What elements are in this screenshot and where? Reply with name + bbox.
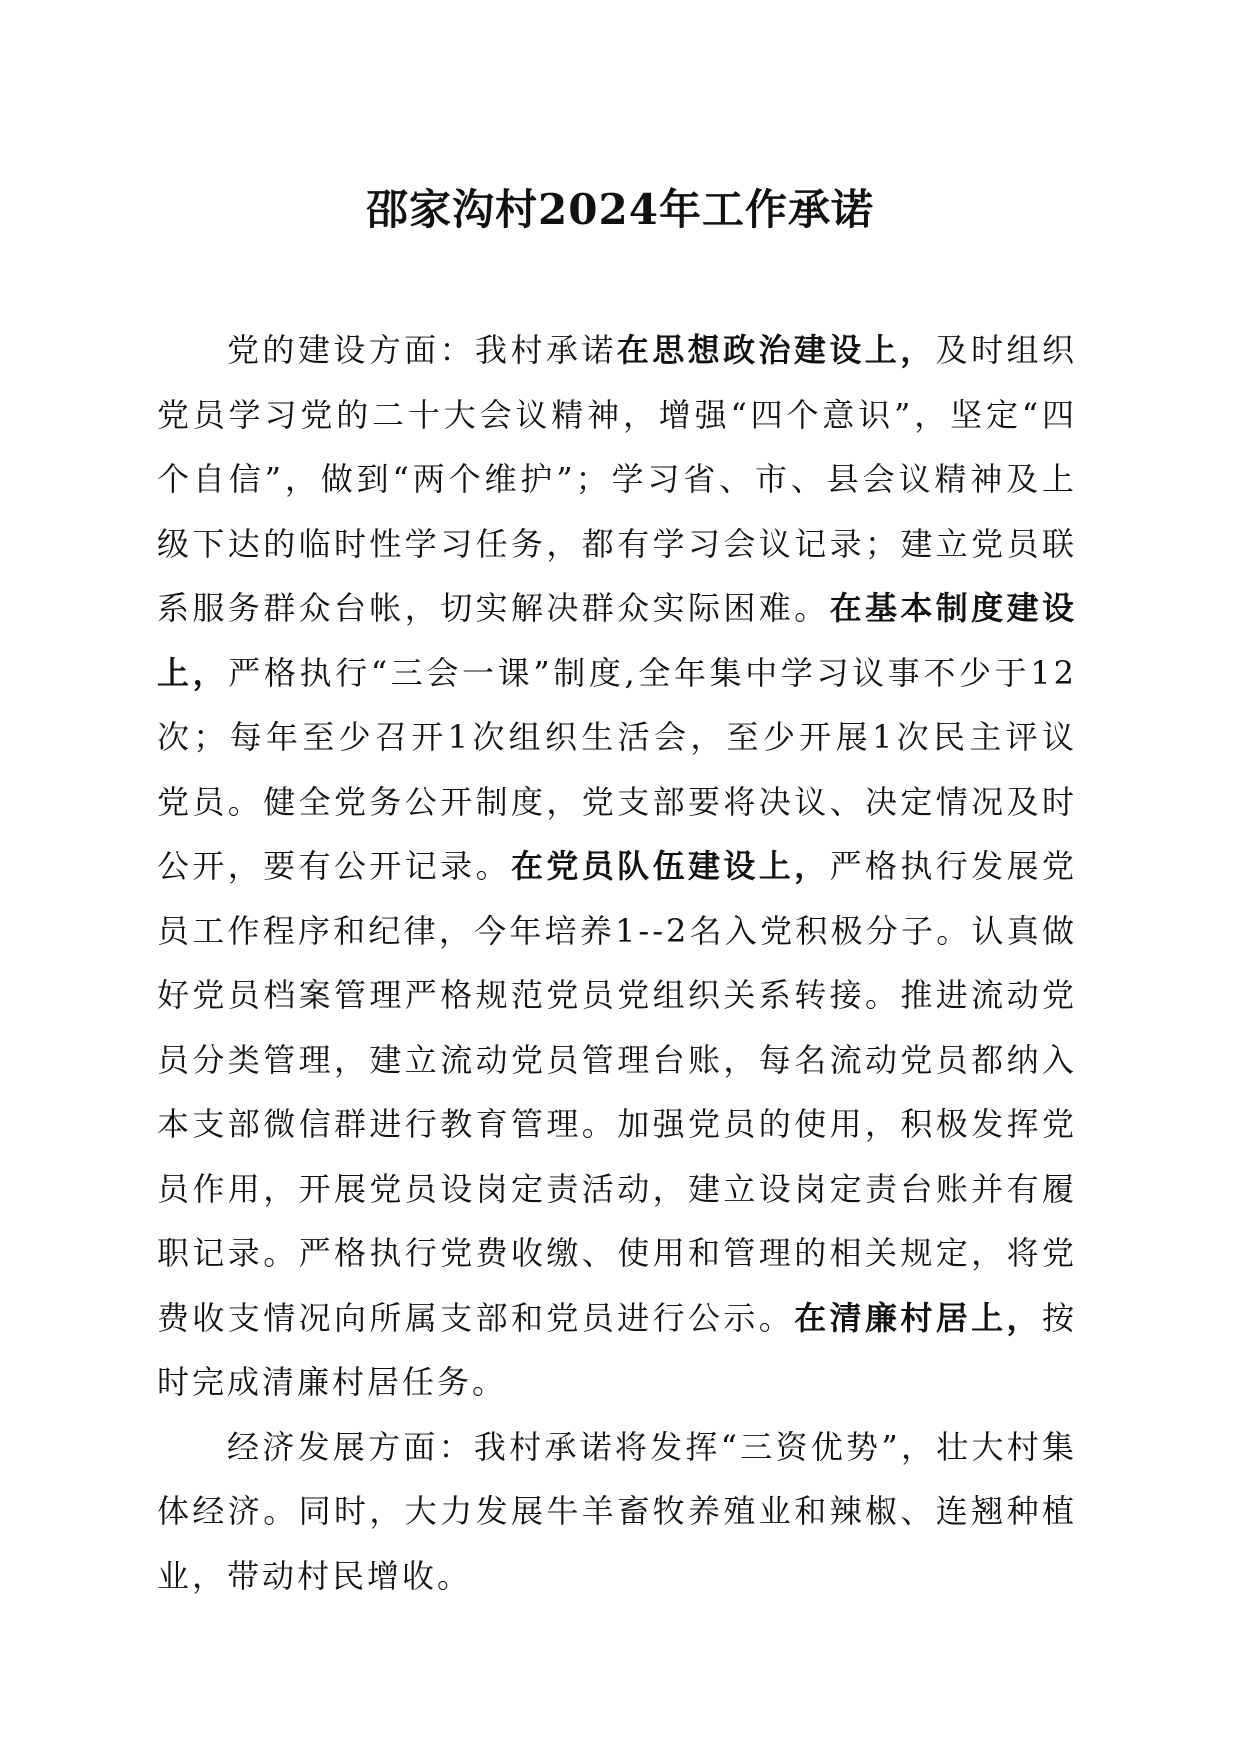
text-segment: 经济发展方面：我村承诺将发挥“三资优势”，壮大村集体经济。同时，大力发展牛羊畜牧养殖业和辣椒、连翘种植业，带动村民增收。 xyxy=(157,1427,1077,1595)
text-segment: 党的建设方面：我村承诺 xyxy=(227,331,617,369)
bold-heading-clean-village: 在清廉村居上， xyxy=(794,1298,1042,1337)
bold-heading-member-team-building: 在党员队伍建设上， xyxy=(510,847,830,885)
paragraph-economic-development xyxy=(157,1415,1077,1609)
text-segment: 及时组织党员学习党的二十大会议精神，增强“四个意识”，坚定“四个自信”，做到“两个维护”；学习省、市、县会议精神及上级下达的临时性学习任务，都有学习会议记录；建立党员联系服务群众台帐，切实解决群众实际困难。 xyxy=(157,331,1077,627)
document-body xyxy=(157,318,1077,1608)
paragraph-party-building xyxy=(157,318,1077,1415)
text-segment: 严格执行“三会一课”制度,全年集中学习议事不少于12次；每年至少召开1次组织生活会，至少开展1次民主评议党员。健全党务公开制度，党支部要将决议、决定情况及时公开，要有公开记录。 xyxy=(157,653,1077,885)
document-title: 邵家沟村2024年工作承诺 xyxy=(366,185,874,234)
bold-heading-ideological-building: 在思想政治建设上， xyxy=(616,331,936,369)
text-segment: 按时完成清廉村居任务。 xyxy=(157,1298,1077,1401)
text-segment: 严格执行发展党员工作程序和纪律，今年培养1--2名入党积极分子。认真做好党员档案管理严格规范党员党组织关系转接。推进流动党员分类管理，建立流动党员管理台账，每名流动党员都纳入本支部微信群进行教育管理。加强党员的使用，积极发挥党员作用，开展党员设岗定责活动，建立设岗定责台账并有履职记录。严格执行党费收缴、使用和管理的相关规定，将党费收支情况向所属支部和党员进行公示。 xyxy=(157,847,1077,1337)
bold-heading-basic-system-building: 在基本制度建设上， xyxy=(157,589,1077,692)
